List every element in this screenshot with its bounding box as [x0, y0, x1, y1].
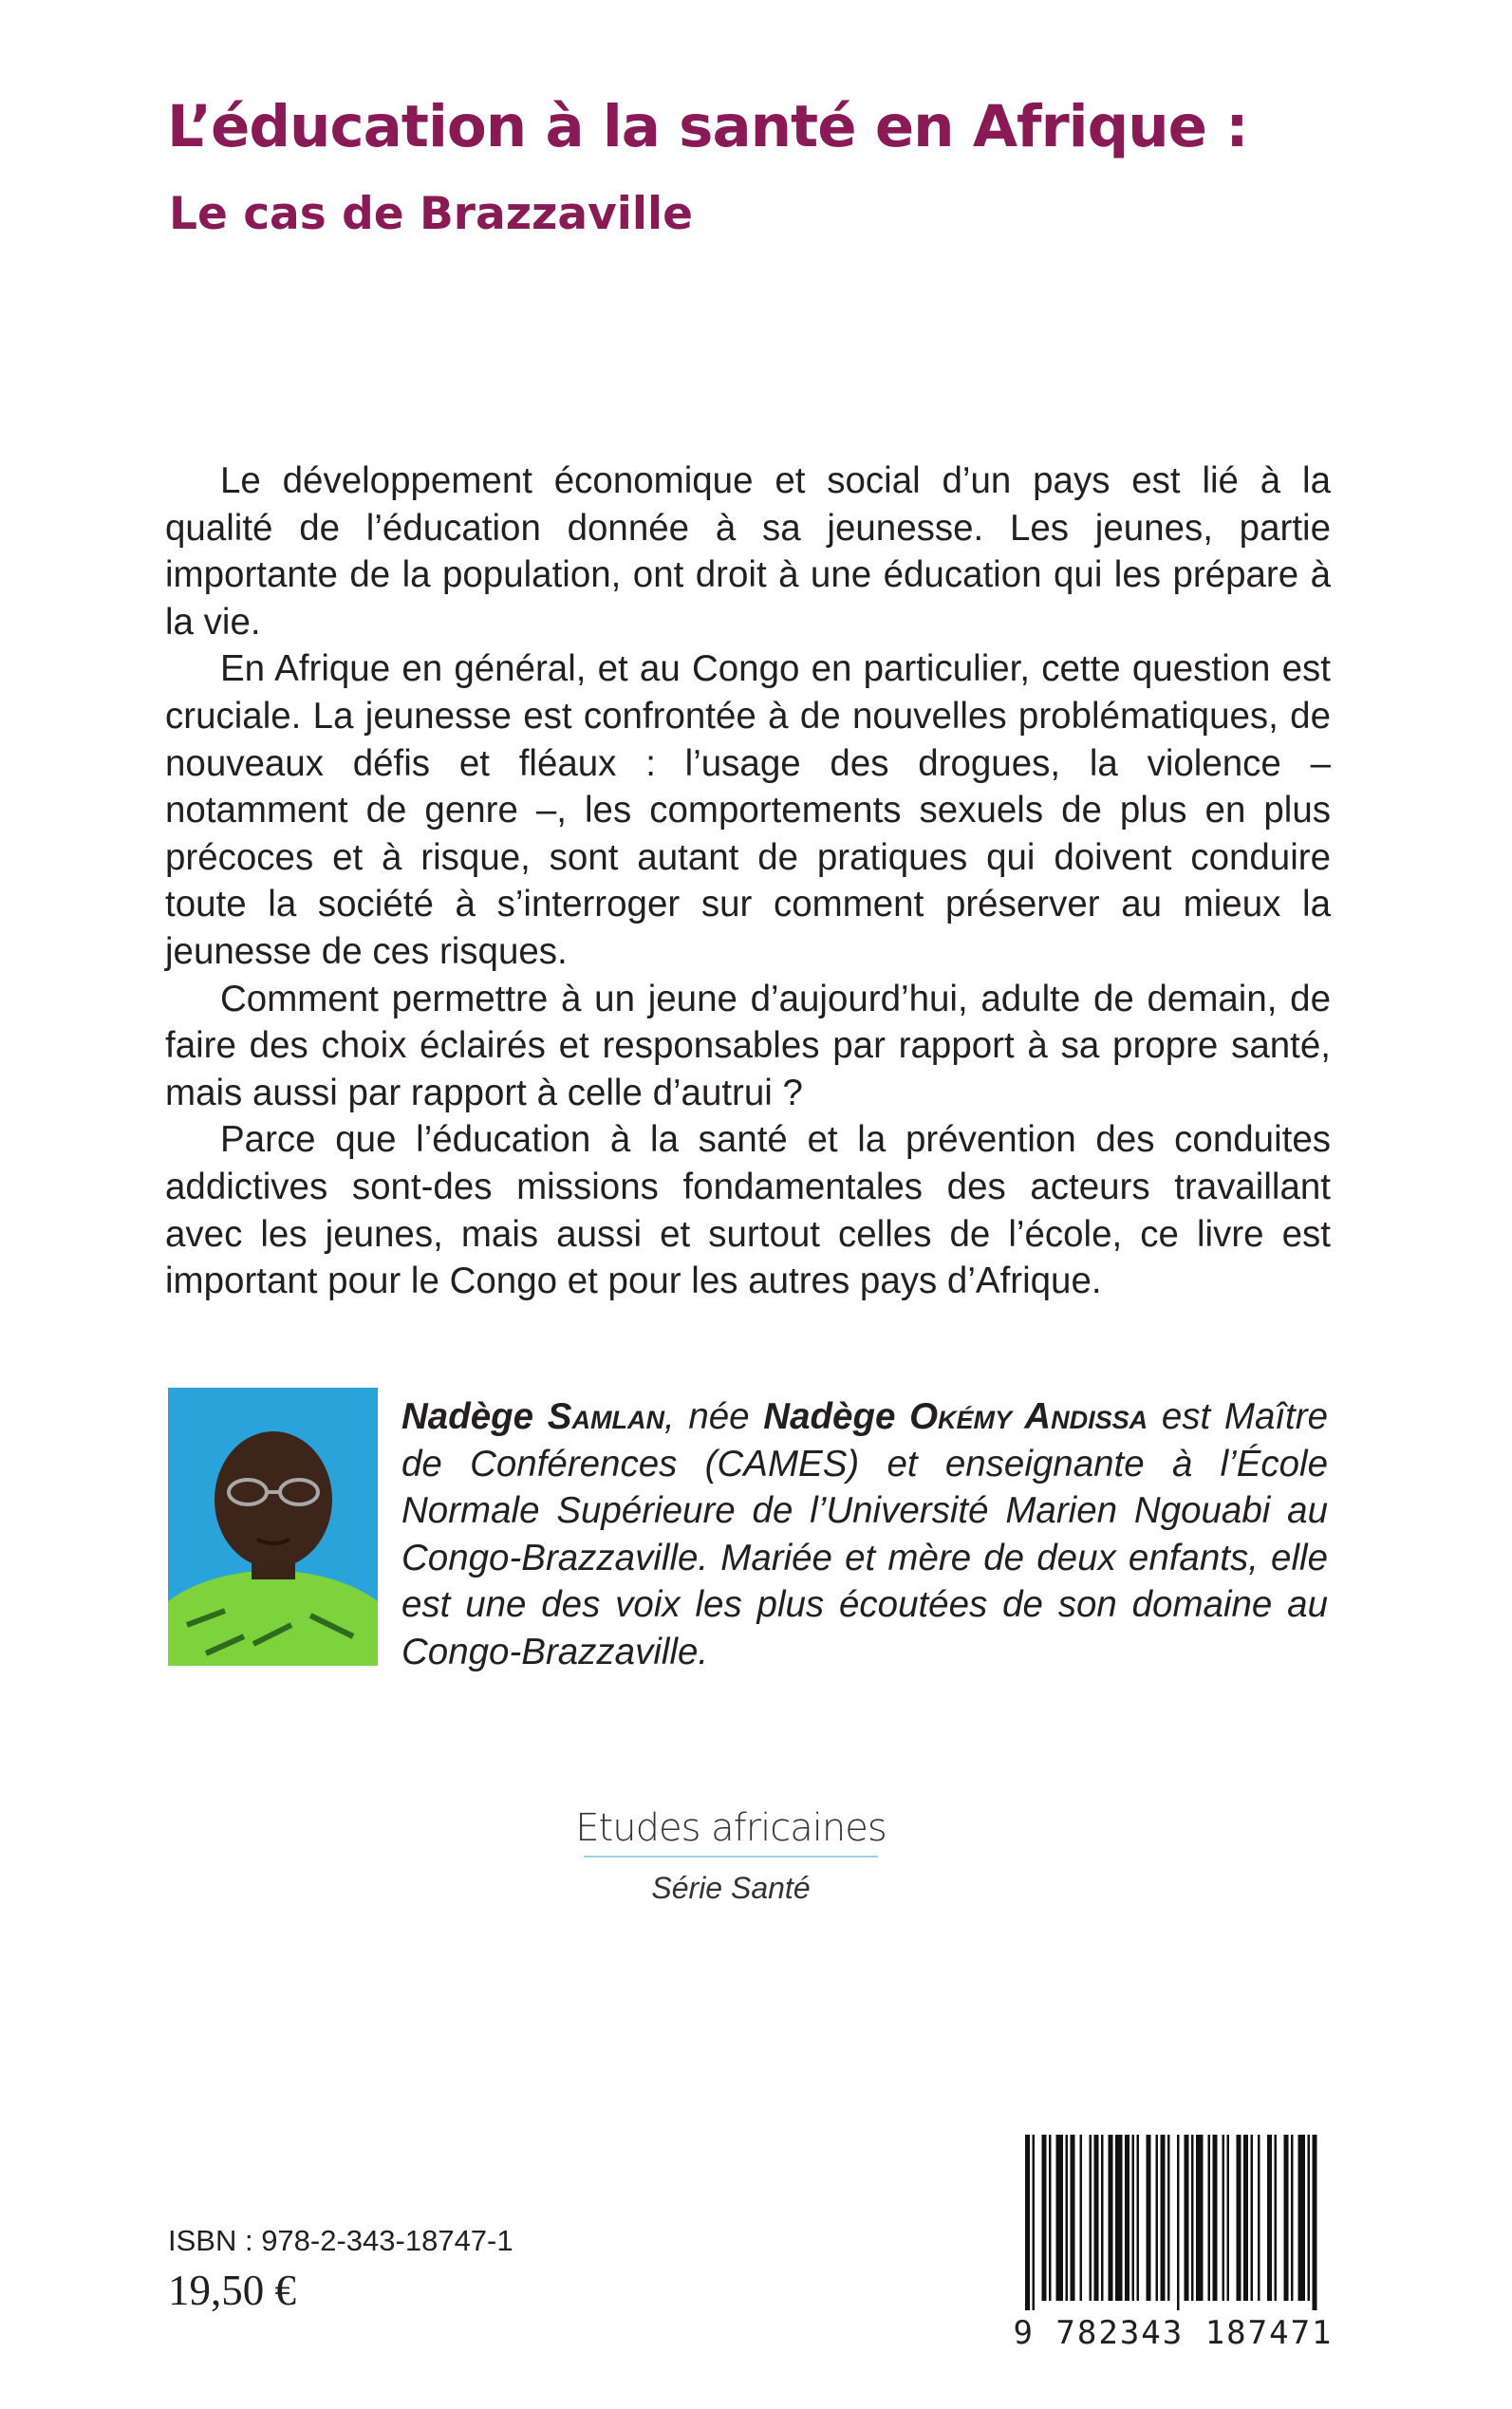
barcode-bar — [1025, 2135, 1030, 2310]
bio-text: est Maître de Conférences (CAMES) et enseignante à l’École Normale Supérieure de l’Université Marien Ngouabi au Congo-Brazzaville. Mariée et mère de deux enfants, elle est une des voix les plus écoutées de son domaine au Congo-Brazzaville. — [401, 1396, 1328, 1672]
barcode-bar — [1161, 2135, 1166, 2301]
barcode-bar — [1185, 2135, 1189, 2301]
barcode-bar — [1275, 2135, 1278, 2301]
price: 19,50 € — [168, 2267, 296, 2314]
barcode-bar — [1208, 2135, 1211, 2301]
barcode-bar — [1132, 2135, 1135, 2301]
barcode-bar — [1223, 2135, 1225, 2301]
summary-paragraph: Parce que l’éducation à la santé et la prévention des conduites addictives sont-des missions fondamentales des acteurs travaillant avec les jeunes, mais aussi et surtout celles de l’école, ce livre est important pour le Congo et pour les autres pays d’Afrique. — [165, 1119, 1331, 1302]
barcode-bar — [1080, 2135, 1083, 2301]
barcode-bar — [1147, 2135, 1151, 2301]
barcode-bar — [1284, 2135, 1289, 2301]
barcode-bars — [1012, 2135, 1335, 2310]
barcode-bar — [1243, 2135, 1248, 2301]
barcode-bar — [1177, 2135, 1180, 2310]
series-divider — [584, 1856, 878, 1858]
barcode-bar — [1237, 2135, 1241, 2301]
barcode-bar — [1313, 2135, 1317, 2310]
author-birth-last-name: Okémy Andissa — [909, 1396, 1148, 1437]
barcode-bar — [1066, 2135, 1069, 2301]
barcode-bar — [1156, 2135, 1159, 2301]
barcode-bar — [1101, 2135, 1104, 2301]
author-bio — [401, 1393, 1328, 1676]
barcode-bar — [1251, 2135, 1254, 2301]
barcode-bar — [1167, 2135, 1170, 2301]
barcode-bar — [1196, 2135, 1204, 2301]
barcode-bar — [1071, 2135, 1075, 2301]
barcode-bar — [1033, 2135, 1036, 2310]
barcode-bar — [1267, 2135, 1272, 2301]
author-last-name: Samlan — [547, 1396, 664, 1437]
author-birth-first-name: Nadège — [763, 1396, 896, 1437]
back-cover-summary — [165, 458, 1331, 1305]
barcode-bar — [1056, 2135, 1064, 2301]
summary-paragraph: En Afrique en général, et au Congo en particulier, cette question est cruciale. La jeunesse est confrontée à de nouvelles problématiques, de nouveaux défis et fléaux : l’usage des drogues, la violence – notamment de genre –, les comportements sexuels de plus en plus précoces et à risque, sont autant de pratiques qui doivent conduire toute la société à s’interroger sur comment préserver au mieux la jeunesse de ces risques. — [165, 648, 1331, 972]
book-title: L’éducation à la santé en Afrique : — [167, 93, 1248, 160]
barcode-bar — [1227, 2135, 1230, 2301]
series-name: Etudes africaines — [575, 1806, 887, 1850]
author-portrait-illustration — [168, 1388, 378, 1666]
barcode-bar — [1090, 2135, 1092, 2301]
author-photo — [168, 1388, 378, 1666]
barcode-bar — [1308, 2135, 1311, 2301]
barcode-bar — [1137, 2135, 1140, 2301]
summary-paragraph: Le développement économique et social d’un pays est lié à la qualité de l’éducation donnée à sa jeunesse. Les jeunes, partie importante de la population, ont droit à une éducation qui les prépare à la vie. — [165, 460, 1331, 643]
barcode-bar — [1258, 2135, 1260, 2301]
isbn: ISBN : 978-2-343-18747-1 — [168, 2224, 513, 2257]
barcode-bar — [1291, 2135, 1294, 2301]
book-subtitle: Le cas de Brazzaville — [169, 188, 693, 240]
barcode-digits: 9 782343 187471 — [1013, 2314, 1334, 2352]
summary-paragraph: Comment permettre à un jeune d’aujourd’hui, adulte de demain, de faire des choix éclairés et responsables par rapport à sa propre santé, mais aussi par rapport à celle d’autrui ? — [165, 978, 1331, 1113]
barcode-bar — [1213, 2135, 1218, 2301]
series-subtitle: Série Santé — [651, 1871, 811, 1905]
series-block — [532, 1806, 930, 1906]
barcode-bar — [1042, 2135, 1047, 2301]
barcode-bar — [1125, 2135, 1129, 2301]
author-first-name: Nadège — [401, 1396, 534, 1437]
barcode-bar — [1115, 2135, 1123, 2301]
bio-nee: , née — [663, 1396, 764, 1437]
barcode-bar — [1094, 2135, 1099, 2301]
barcode-bar — [1191, 2135, 1194, 2301]
barcode-bar — [1049, 2135, 1052, 2301]
barcode-bar — [1109, 2135, 1113, 2301]
barcode-bar — [1298, 2135, 1306, 2301]
